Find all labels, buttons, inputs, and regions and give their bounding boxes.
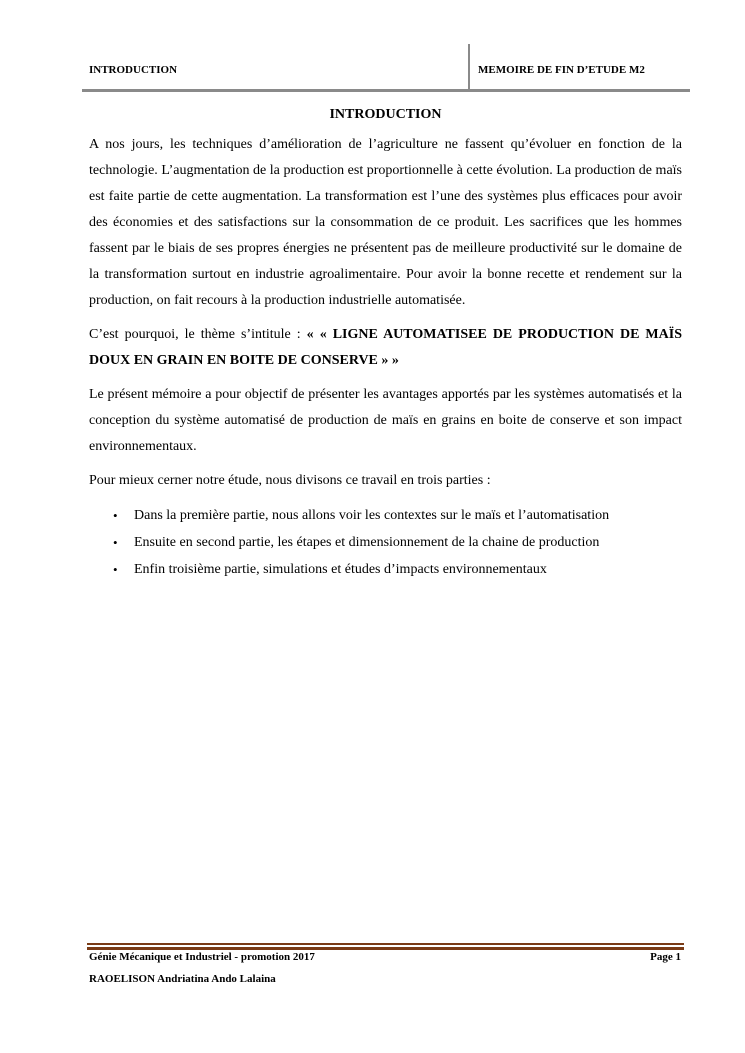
theme-intro: C’est pourquoi, le thème s’intitule : (89, 327, 307, 342)
theme-paragraph (89, 322, 682, 374)
list-item-text: Ensuite en second partie, les étapes et dimensionnement de la chaine de production (134, 535, 600, 550)
bullet-icon: • (113, 508, 118, 523)
page-title: INTRODUCTION (329, 107, 442, 122)
list-item (89, 556, 682, 583)
structure-paragraph: Pour mieux cerner notre étude, nous divisons ce travail en trois parties : (89, 473, 491, 488)
list-item (89, 502, 682, 529)
bullet-icon: • (113, 562, 118, 577)
bullet-icon: • (113, 535, 118, 550)
parts-list (89, 502, 682, 583)
intro-paragraph: A nos jours, les techniques d’amélioration de l’agriculture ne fassent qu’évoluer en fonction de la technologie. L’augmentation de la production est proportionnelle à cette évolution. La production de maïs est faite partie de cette augmentation. La transformation est l’une des systèmes plus efficaces pour avoir des économies et des satisfactions sur la consommation de ce produit. Les sacrifices que les hommes fassent par le biais de ses propres énergies ne présentent pas de meilleure productivité sur le domaine de la transformation surtout en industrie agroalimentaire. Pour avoir la bonne recette et rendement sur la production, on fait recours à la production industrielle automatisée. (89, 137, 682, 308)
header-section-title: INTRODUCTION (89, 64, 178, 76)
header-rule (82, 89, 690, 92)
footer-department: Génie Mécanique et Industriel - promotion 2017 (89, 951, 315, 963)
theme-title: « « LIGNE AUTOMATISEE DE PRODUCTION DE MAÏS DOUX EN GRAIN EN BOITE DE CONSERVE » » (89, 327, 682, 368)
list-item (89, 529, 682, 556)
header-divider (468, 44, 470, 89)
footer-rule-thick (87, 947, 684, 950)
list-item-text: Dans la première partie, nous allons voir les contextes sur le maïs et l’automatisation (134, 508, 610, 523)
footer-page-number: Page 1 (650, 951, 681, 963)
footer-author: RAOELISON Andriatina Ando Lalaina (89, 973, 276, 985)
page-body (89, 104, 682, 583)
objective-paragraph: Le présent mémoire a pour objectif de présenter les avantages apportés par les systèmes automatisés et la conception du système automatisé de production de maïs en grains en boite de conserve et son impact environnementaux. (89, 387, 682, 454)
header-document-title: MEMOIRE DE FIN D’ETUDE M2 (478, 64, 645, 76)
list-item-text: Enfin troisième partie, simulations et études d’impacts environnementaux (134, 562, 547, 577)
footer-rule-thin (87, 943, 684, 945)
